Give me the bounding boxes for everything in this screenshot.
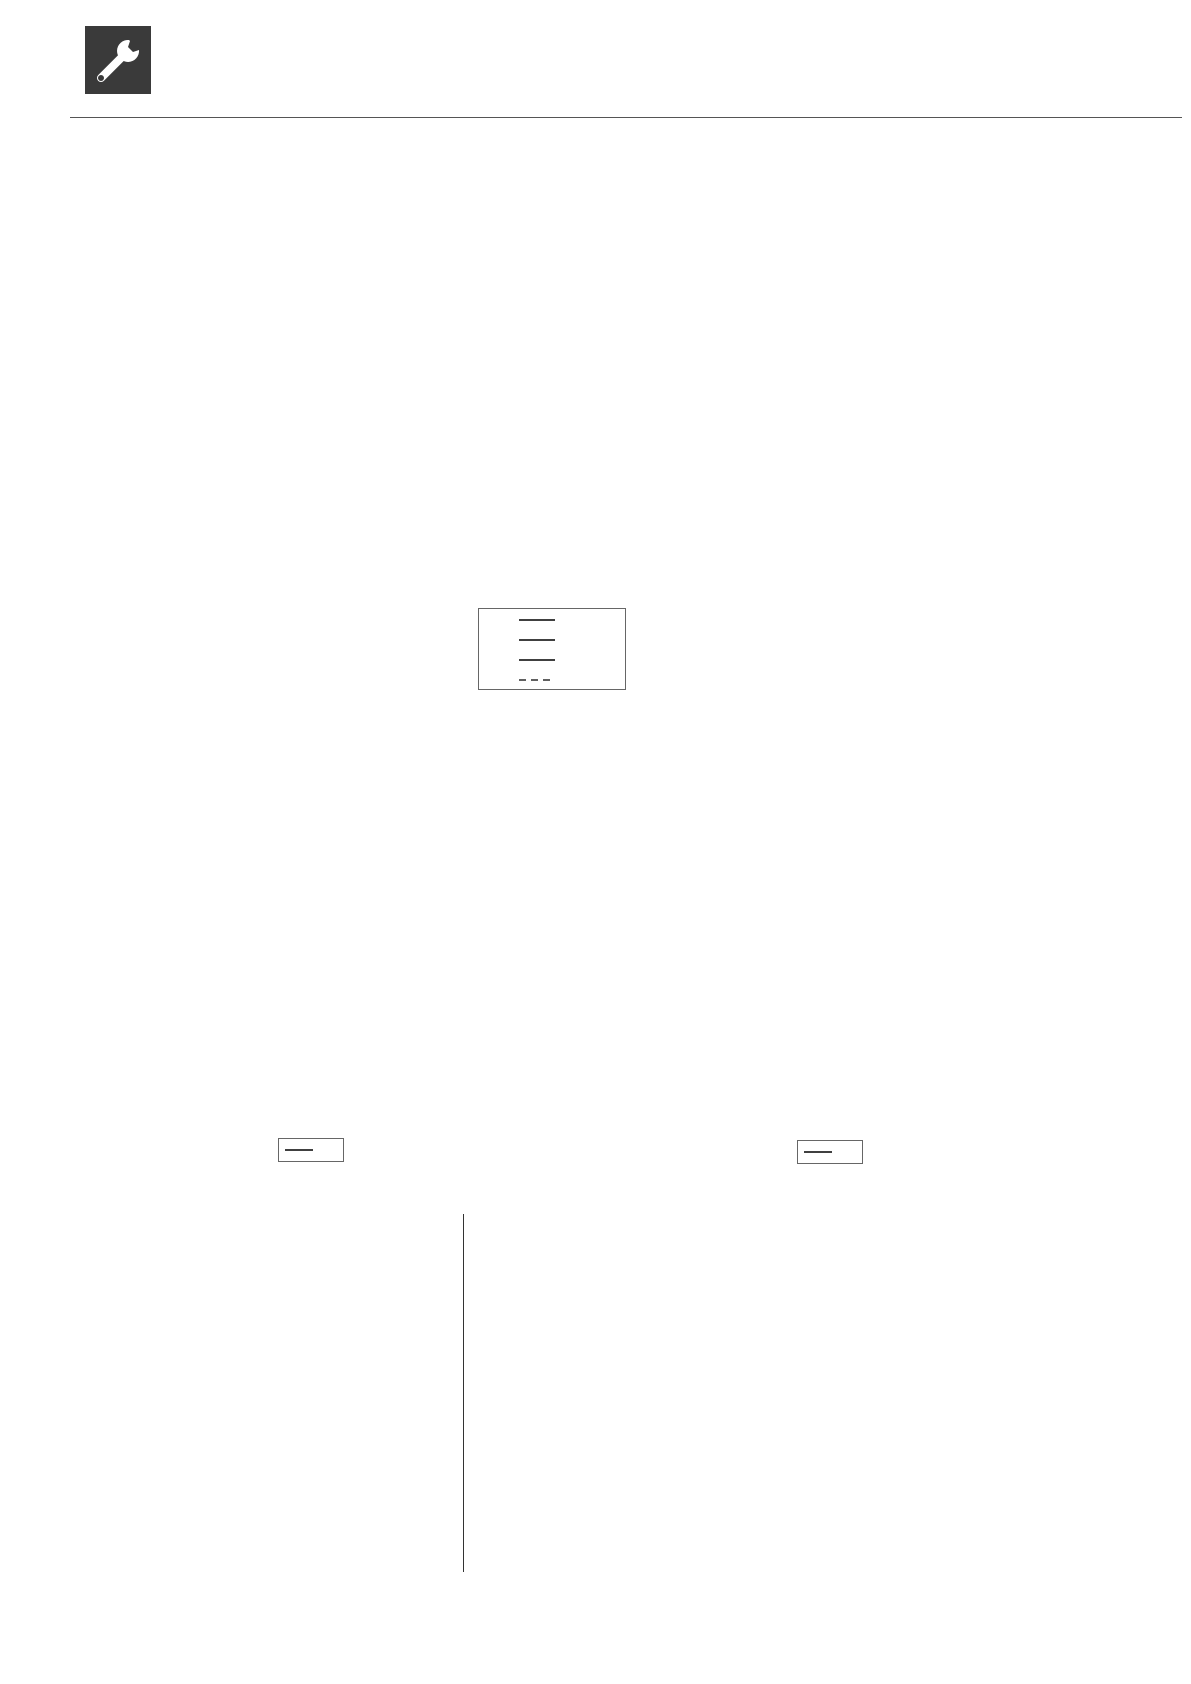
wrench-icon [85,26,151,94]
lower-right-line-chart [724,543,1094,703]
bottom-left-legend [278,1138,344,1162]
header-divider [70,117,1182,118]
upper-right-line-chart [711,252,1096,406]
chart-legend [478,608,626,690]
bottom-right-legend [797,1140,863,1164]
table-column-divider [463,1214,464,1572]
bottom-right-curve-chart [667,883,995,1061]
bottom-left-curve-chart [149,883,471,1061]
